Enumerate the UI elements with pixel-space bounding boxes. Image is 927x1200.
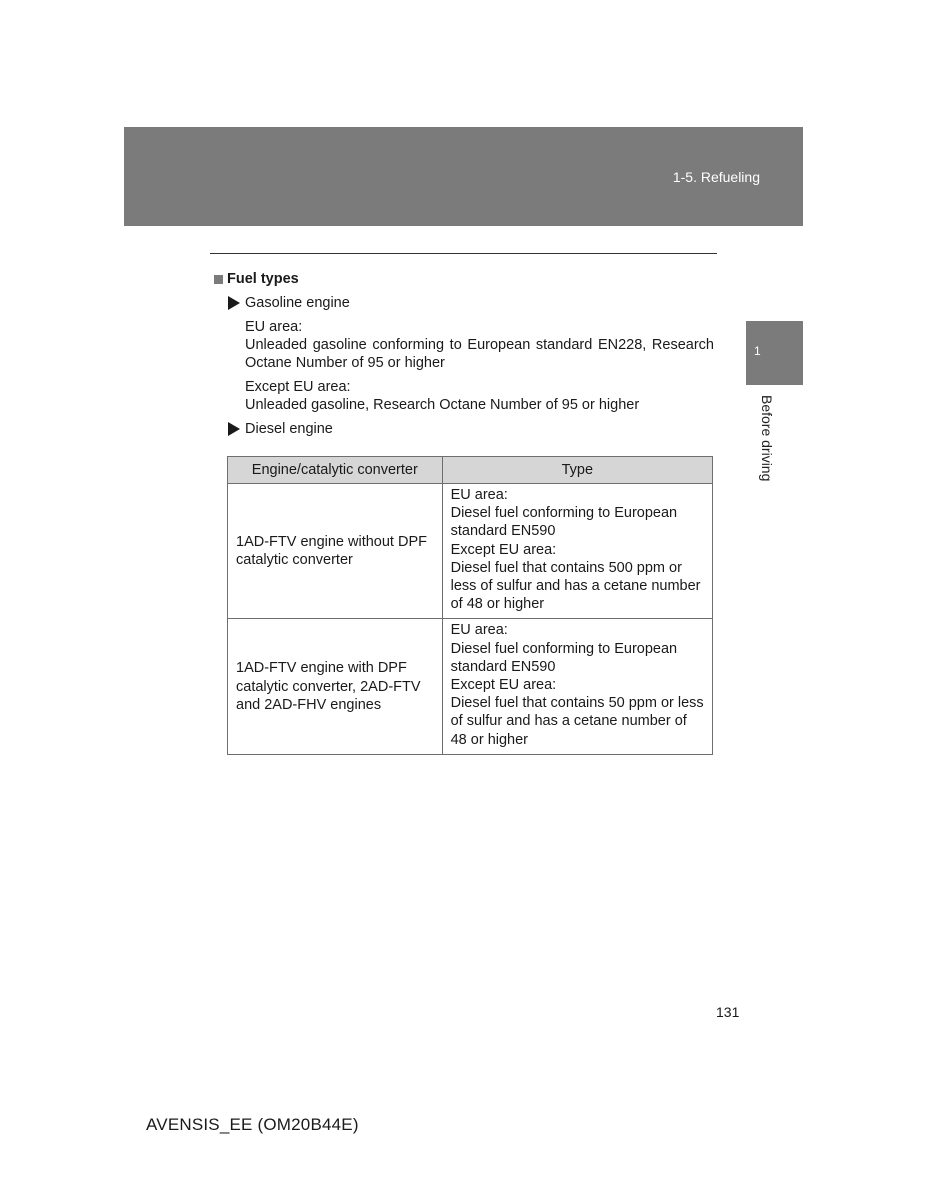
except-eu-text: Diesel fuel that contains 50 ppm or less of sulfur and has a cetane number of 48 or higher: [450, 695, 704, 748]
footer-model-code: AVENSIS_EE (OM20B44E): [146, 1115, 359, 1134]
page-number: 131: [716, 1004, 740, 1020]
except-eu-label: Except EU area:: [450, 677, 557, 694]
diesel-engine-label: Diesel engine: [245, 421, 333, 437]
gasoline-engine-item: [228, 294, 714, 312]
chapter-title: Before driving: [759, 395, 775, 482]
diesel-fuel-table: [227, 456, 713, 755]
header-rule: [210, 253, 717, 254]
except-eu-label: Except EU area:: [450, 541, 557, 558]
gasoline-eu-paragraph: [245, 318, 714, 372]
except-eu-text: Diesel fuel that contains 500 ppm or less of sulfur and has a cetane number of 48 or higher: [450, 559, 701, 613]
heading-text: Fuel types: [227, 271, 299, 287]
chapter-tab[interactable]: [746, 321, 803, 385]
gasoline-except-label: Except EU area:: [245, 379, 351, 395]
section-title: 1-5. Refueling: [672, 169, 760, 185]
gasoline-except-paragraph: [245, 378, 714, 414]
gasoline-engine-label: Gasoline engine: [245, 295, 350, 311]
engine-cell: 1AD-FTV engine without DPF catalytic converter: [228, 484, 443, 619]
triangle-bullet-icon: [228, 422, 240, 436]
fuel-type-cell: [442, 484, 712, 619]
fuel-type-cell: [442, 619, 712, 754]
table-row: [228, 619, 713, 754]
fuel-types-section: [214, 270, 714, 438]
column-header-engine: Engine/catalytic converter: [228, 457, 443, 484]
eu-area-text: Diesel fuel conforming to European standard EN590: [450, 640, 678, 675]
gasoline-eu-label: EU area:: [245, 319, 303, 335]
table-header-row: [228, 457, 713, 484]
engine-cell: 1AD-FTV engine with DPF catalytic converter, 2AD-FTV and 2AD-FHV engines: [228, 619, 443, 754]
eu-area-text: Diesel fuel conforming to European standard EN590: [450, 505, 678, 540]
triangle-bullet-icon: [228, 296, 240, 310]
diesel-engine-item: [228, 420, 714, 438]
chapter-number: 1: [754, 344, 761, 358]
column-header-type: Type: [442, 457, 712, 484]
eu-area-label: EU area:: [450, 487, 508, 503]
eu-area-label: EU area:: [450, 622, 508, 639]
header-band: [124, 127, 803, 226]
fuel-types-heading: [214, 270, 714, 288]
square-bullet-icon: [214, 275, 223, 284]
gasoline-eu-text: Unleaded gasoline conforming to European standard EN228, Research Octane Number of 95 or higher: [245, 337, 714, 371]
gasoline-except-text: Unleaded gasoline, Research Octane Number of 95 or higher: [245, 397, 640, 413]
table-row: [228, 484, 713, 619]
